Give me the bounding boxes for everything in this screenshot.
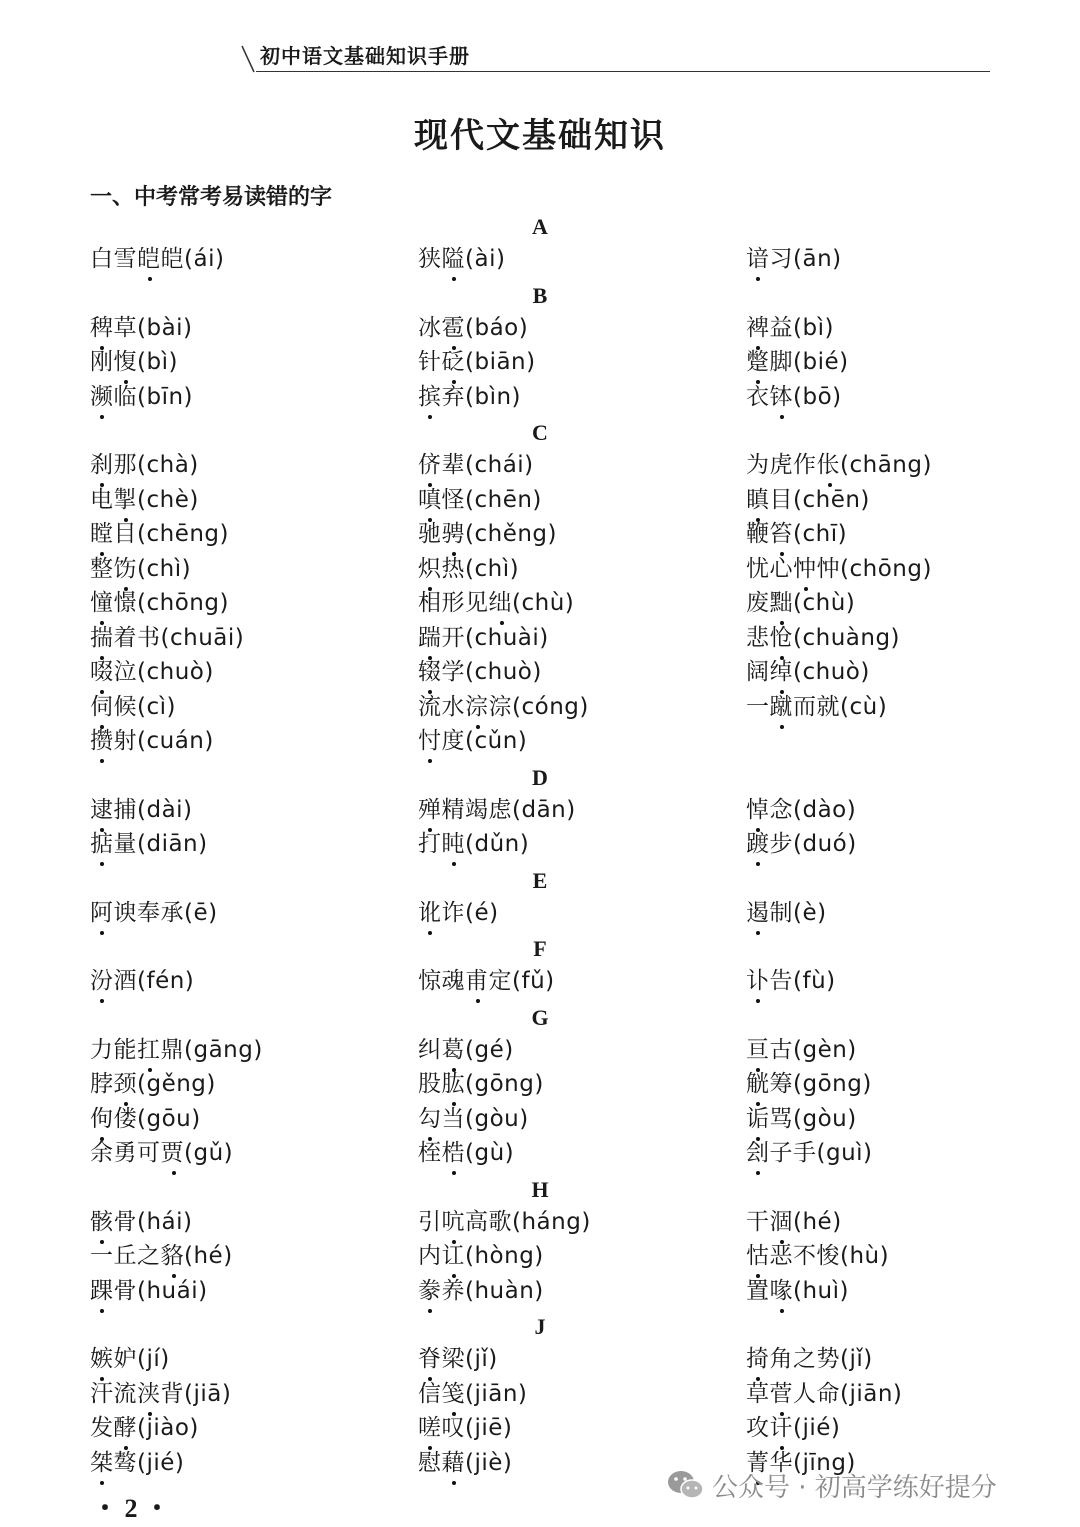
word-entry	[90, 1241, 233, 1271]
word-text: 悼念(dào)	[746, 796, 857, 823]
emphasis-dot	[452, 1171, 456, 1175]
letter-heading-h: H	[531, 1176, 549, 1202]
running-header	[240, 38, 990, 72]
word-text: 伺候(cì)	[90, 693, 176, 720]
word-text: 余勇可贾(gǔ)	[90, 1140, 234, 1166]
emphasis-dot	[756, 862, 760, 866]
word-text: 瞋目(chēn)	[746, 486, 870, 513]
word-text: 炽热(chì)	[418, 555, 520, 582]
word-text: 攒射(cuán)	[90, 728, 214, 754]
word-entry	[746, 1069, 872, 1099]
word-text: 相形见绌(chù)	[418, 590, 575, 616]
word-text: 遏制(è)	[746, 899, 827, 926]
word-text: 辍学(chuò)	[418, 659, 542, 685]
word-entry	[746, 1413, 840, 1443]
word-entry	[746, 1138, 873, 1168]
word-entry	[418, 657, 542, 687]
word-text: 勾当(gòu)	[418, 1105, 529, 1132]
word-entry	[746, 519, 847, 549]
word-text: 一丘之貉(hé)	[90, 1243, 233, 1269]
word-text: 纠葛(gé)	[418, 1036, 514, 1063]
word-text: 桎梏(gù)	[418, 1140, 515, 1166]
word-entry	[90, 795, 193, 825]
word-entry	[90, 382, 193, 412]
emphasis-dot	[100, 1309, 104, 1313]
word-text: 发酵(jiào)	[90, 1415, 199, 1441]
word-entry	[746, 966, 836, 996]
word-entry	[746, 1207, 842, 1237]
emphasis-dot	[100, 931, 104, 935]
emphasis-dot	[428, 931, 432, 935]
word-text: 内讧(hòng)	[418, 1243, 544, 1269]
word-text: 掎角之势(jǐ)	[746, 1346, 873, 1372]
word-entry	[90, 692, 176, 722]
word-entry	[746, 692, 887, 722]
word-entry	[746, 1344, 873, 1374]
word-entry	[90, 313, 193, 343]
word-entry	[418, 1344, 498, 1374]
word-entry	[90, 1379, 231, 1409]
word-text: 瞠目(chēng)	[90, 521, 229, 547]
word-entry	[746, 1241, 889, 1271]
emphasis-dot	[756, 931, 760, 935]
word-text: 汾酒(fén)	[90, 968, 195, 994]
emphasis-dot	[476, 999, 480, 1003]
word-text: 掂量(diān)	[90, 831, 208, 857]
word-entry	[418, 485, 542, 515]
word-entry	[418, 347, 536, 377]
word-entry	[746, 1276, 849, 1306]
word-text: 衣钵(bō)	[746, 383, 842, 410]
word-text: 忖度(cǔn)	[418, 728, 528, 754]
word-text: 狭隘(ài)	[418, 246, 506, 272]
word-text: 冰雹(báo)	[418, 314, 529, 341]
emphasis-dot	[428, 1309, 432, 1313]
word-text: 怙恶不悛(hù)	[746, 1243, 890, 1269]
emphasis-dot	[172, 1171, 176, 1175]
word-entry	[746, 313, 834, 343]
word-entry	[90, 588, 229, 618]
word-text: 惊魂甫定(fǔ)	[418, 968, 555, 994]
word-entry	[90, 347, 178, 377]
emphasis-dot	[756, 999, 760, 1003]
word-entry	[746, 588, 855, 618]
word-text: 啜泣(chuò)	[90, 659, 214, 685]
word-entry	[746, 1035, 857, 1065]
word-text: 嗔怪(chēn)	[418, 486, 542, 513]
word-entry	[746, 795, 856, 825]
word-entry	[90, 1344, 170, 1374]
word-entry	[418, 1207, 591, 1237]
word-text: 觥筹(gōng)	[746, 1071, 872, 1097]
word-entry	[418, 1276, 544, 1306]
emphasis-dot	[428, 759, 432, 763]
word-entry	[418, 1138, 514, 1168]
word-text: 阔绰(chuò)	[746, 659, 870, 685]
word-text: 嫉妒(jí)	[90, 1346, 170, 1372]
word-entry	[90, 1207, 193, 1237]
word-entry	[90, 623, 244, 653]
word-text: 一蹴而就(cù)	[746, 693, 888, 720]
word-entry	[418, 244, 505, 274]
word-text: 佝偻(gōu)	[90, 1105, 201, 1132]
header-rule	[256, 71, 990, 72]
letter-heading-g: G	[531, 1004, 549, 1030]
word-entry	[90, 966, 194, 996]
word-text: 为虎作伥(chāng)	[746, 452, 932, 478]
word-text: 忧心忡忡(chōng)	[746, 555, 932, 582]
word-text: 侪辈(chái)	[418, 452, 534, 478]
word-entry	[418, 726, 527, 756]
word-entry	[418, 1069, 544, 1099]
word-text: 白雪皑皑(ái)	[90, 246, 225, 272]
word-entry	[746, 623, 900, 653]
word-text: 整饬(chì)	[90, 555, 192, 582]
word-text: 稗草(bài)	[90, 314, 193, 341]
word-text: 刹那(chà)	[90, 452, 199, 478]
word-text: 讣告(fù)	[746, 968, 836, 994]
word-text: 慰藉(jiè)	[418, 1449, 513, 1476]
word-entry	[418, 1448, 512, 1478]
word-text: 置喙(huì)	[746, 1277, 849, 1304]
word-text: 踝骨(huái)	[90, 1277, 208, 1304]
word-text: 裨益(bì)	[746, 314, 834, 341]
word-entry	[418, 1413, 512, 1443]
word-text: 谙习(ān)	[746, 246, 842, 272]
word-entry	[418, 519, 557, 549]
word-text: 脊梁(jǐ)	[418, 1346, 498, 1372]
word-entry	[746, 1104, 857, 1134]
word-text: 废黜(chù)	[746, 590, 856, 616]
word-text: 蹩脚(bié)	[746, 349, 849, 375]
word-entry	[418, 450, 534, 480]
word-text: 信笺(jiān)	[418, 1380, 528, 1407]
word-text: 阿谀奉承(ē)	[90, 899, 218, 926]
watermark	[666, 1460, 1066, 1510]
word-entry	[746, 657, 870, 687]
emphasis-dot	[100, 415, 104, 419]
word-text: 脖颈(gěng)	[90, 1071, 216, 1097]
word-text: 电掣(chè)	[90, 486, 199, 513]
word-text: 踹开(chuài)	[418, 624, 549, 651]
word-text: 憧憬(chōng)	[90, 590, 229, 616]
letter-heading-c: C	[532, 420, 548, 445]
word-entry	[418, 382, 521, 412]
word-entry	[418, 966, 555, 996]
letter-heading-j: J	[534, 1314, 546, 1339]
word-entry	[746, 1379, 902, 1409]
emphasis-dot	[780, 1309, 784, 1313]
word-text: 流水淙淙(cóng)	[418, 693, 589, 720]
word-text: 讹诈(é)	[418, 899, 499, 926]
emphasis-dot	[100, 862, 104, 866]
word-entry	[90, 898, 218, 928]
emphasis-dot	[756, 1171, 760, 1175]
letter-heading-a: A	[532, 214, 548, 239]
word-entry	[418, 313, 528, 343]
word-entry	[418, 623, 549, 653]
word-entry	[418, 829, 529, 859]
word-entry	[418, 898, 499, 928]
word-entry	[90, 244, 224, 274]
word-text: 刚愎(bì)	[90, 349, 178, 375]
word-entry	[90, 1276, 208, 1306]
word-entry	[90, 1448, 184, 1478]
word-entry	[418, 554, 519, 584]
letter-heading-b: B	[532, 282, 548, 308]
word-entry	[418, 588, 574, 618]
word-entry	[418, 1241, 544, 1271]
word-entry	[418, 1035, 514, 1065]
word-text: 鞭笞(chī)	[746, 521, 848, 547]
word-text: 针砭(biān)	[418, 349, 536, 375]
emphasis-dot	[100, 999, 104, 1003]
word-text: 骸骨(hái)	[90, 1208, 193, 1235]
word-entry	[90, 519, 229, 549]
page-title: 现代文基础知识	[414, 116, 666, 156]
emphasis-dot	[452, 277, 456, 281]
word-entry	[90, 1035, 263, 1065]
word-text: 桀骜(jié)	[90, 1449, 185, 1476]
word-entry	[90, 657, 214, 687]
letter-heading-f: F	[533, 936, 547, 961]
emphasis-dot	[452, 862, 456, 866]
word-entry	[746, 244, 842, 274]
word-text: 揣着书(chuāi)	[90, 624, 245, 651]
word-entry	[90, 1413, 199, 1443]
word-text: 草菅人命(jiān)	[746, 1380, 903, 1407]
word-text: 悲怆(chuàng)	[746, 624, 901, 651]
word-text: 干涸(hé)	[746, 1208, 842, 1235]
word-text: 诟骂(gòu)	[746, 1105, 857, 1132]
emphasis-dot	[780, 725, 784, 729]
word-text: 菁华(jīng)	[746, 1449, 856, 1476]
word-entry	[746, 347, 849, 377]
word-entry	[90, 726, 214, 756]
word-text: 逮捕(dài)	[90, 796, 193, 823]
wechat-icon	[666, 1468, 706, 1502]
word-text: 摈弃(bìn)	[418, 383, 522, 410]
word-entry	[90, 829, 208, 859]
word-text: 汗流浃背(jiā)	[90, 1380, 232, 1407]
word-text: 刽子手(guì)	[746, 1140, 873, 1166]
word-text: 股肱(gōng)	[418, 1071, 544, 1097]
page-number: ・ 2 ・	[92, 1494, 171, 1523]
word-text: 打盹(dǔn)	[418, 831, 530, 857]
word-entry	[90, 1138, 233, 1168]
word-entry	[746, 382, 842, 412]
word-entry	[418, 1104, 529, 1134]
word-text: 驰骋(chěng)	[418, 521, 557, 547]
word-entry	[746, 829, 857, 859]
word-text: 殚精竭虑(dān)	[418, 796, 576, 823]
word-entry	[746, 554, 932, 584]
word-entry	[746, 898, 827, 928]
word-entry	[90, 450, 199, 480]
emphasis-dot	[780, 415, 784, 419]
word-entry	[418, 1379, 527, 1409]
emphasis-dot	[428, 415, 432, 419]
word-text: 濒临(bīn)	[90, 383, 194, 410]
word-entry	[418, 795, 576, 825]
word-text: 引吭高歌(háng)	[418, 1208, 591, 1235]
emphasis-dot	[452, 1481, 456, 1485]
word-entry	[90, 485, 199, 515]
emphasis-dot	[100, 759, 104, 763]
word-text: 亘古(gèn)	[746, 1036, 857, 1063]
word-entry	[746, 450, 932, 480]
word-text: 踱步(duó)	[746, 831, 857, 857]
letter-heading-d: D	[532, 764, 548, 790]
word-entry	[746, 485, 870, 515]
word-entry	[90, 1104, 201, 1134]
word-text: 攻讦(jié)	[746, 1415, 841, 1441]
emphasis-dot	[756, 277, 760, 281]
section-title: 一、中考常考易读错的字	[90, 185, 333, 210]
emphasis-dot	[148, 277, 152, 281]
word-text: 力能扛鼎(gāng)	[90, 1036, 263, 1063]
word-entry	[90, 554, 191, 584]
word-text: 豢养(huàn)	[418, 1277, 544, 1304]
letter-heading-e: E	[532, 867, 548, 893]
word-entry	[90, 1069, 216, 1099]
emphasis-dot	[100, 1481, 104, 1485]
handbook-title: 初中语文基础知识手册	[260, 44, 470, 68]
word-text: 嗟叹(jiē)	[418, 1415, 513, 1441]
word-entry	[418, 692, 589, 722]
watermark-text: 公众号 · 初高学练好提分	[712, 1472, 997, 1503]
